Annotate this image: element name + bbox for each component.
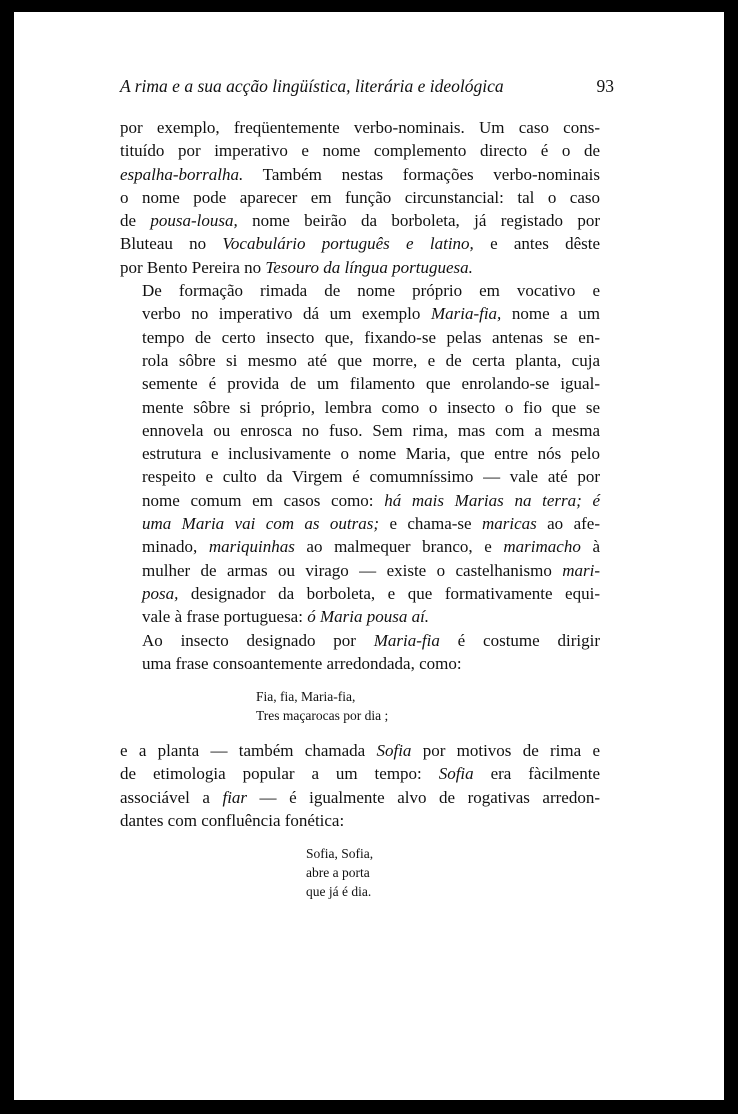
italic-term: uma Maria vai com as outras; <box>142 514 380 534</box>
text-run: o nome pode aparecer em função circunstancial: tal o caso <box>120 187 600 207</box>
verse-quote <box>120 844 600 901</box>
italic-term: pousa-lousa, <box>150 211 238 231</box>
text-run: e a planta — também chamada <box>120 741 377 761</box>
text-line <box>120 739 600 762</box>
paragraph <box>120 116 600 279</box>
verse-line: que já é dia. <box>306 884 372 900</box>
header-title: A rima e a sua acção lingüística, literária e ideológica <box>120 76 504 96</box>
paragraph <box>120 279 600 628</box>
italic-term: mari- <box>562 560 600 580</box>
text-run: uma frase consoantemente arredondada, como: <box>142 653 462 673</box>
italic-term: Vocabulário português e latino, <box>222 234 474 254</box>
text-line <box>120 535 600 558</box>
text-run: vale à frase portuguesa: <box>142 607 308 627</box>
text-line <box>120 442 600 465</box>
page-number: 93 <box>596 76 614 96</box>
verse-quote <box>120 687 600 725</box>
text-run: por exemplo, freqüentemente verbo-nominais. Um caso cons- <box>120 118 600 137</box>
text-line <box>120 209 600 232</box>
text-run: minado, <box>142 537 209 557</box>
text-run: nome beirão da borboleta, já registado por <box>237 211 601 231</box>
text-run: verbo no imperativo dá um exemplo <box>142 304 431 324</box>
text-run: Também nestas formações verbo-nominais <box>243 164 600 184</box>
text-line <box>120 163 600 186</box>
italic-term: Sofia <box>376 741 412 761</box>
text-run: por motivos de rima e <box>411 741 600 761</box>
text-run: Ao insecto designado por <box>142 630 374 650</box>
text-line <box>120 326 600 349</box>
text-line <box>120 419 600 442</box>
text-run: por Bento Pereira no <box>120 257 266 277</box>
text-line <box>120 559 600 582</box>
italic-term: ó Maria pousa aí. <box>307 607 430 627</box>
text-run: Bluteau no <box>120 234 223 254</box>
text-line <box>120 489 600 512</box>
text-run: tempo de certo insecto que, fixando-se pelas antenas se en- <box>142 327 600 347</box>
verse-line: Tres maçarocas por dia ; <box>256 708 389 724</box>
text-run: tituído por imperativo e nome complemento directo é o de <box>120 141 600 161</box>
text-run: dantes com confluência fonética: <box>120 811 345 831</box>
text-line <box>120 762 600 785</box>
text-line <box>120 186 600 209</box>
text-line <box>120 349 600 372</box>
text-run: era fàcilmente <box>473 764 600 784</box>
verse-line: Sofia, Sofia, <box>306 846 374 862</box>
text-run: — é igualmente alvo de rogativas arredon- <box>247 787 601 807</box>
text-line <box>120 279 600 302</box>
paragraph <box>120 739 600 832</box>
text-line <box>120 372 600 395</box>
italic-term: fiar <box>222 787 248 807</box>
book-page <box>14 12 724 1100</box>
text-run: ao afe- <box>536 514 600 534</box>
italic-term: Maria-fia, <box>430 304 502 324</box>
text-line <box>120 629 600 652</box>
text-line <box>120 256 600 279</box>
text-run: estrutura e inclusivamente o nome Maria, que entre nós pelo <box>142 444 600 464</box>
text-run: é costume dirigir <box>439 630 600 650</box>
text-line <box>120 786 600 809</box>
paragraph <box>120 629 600 676</box>
text-line <box>120 652 600 675</box>
text-line <box>120 809 600 832</box>
text-line <box>120 116 600 139</box>
text-run: designador da borboleta, e que formativamente equi- <box>178 583 600 603</box>
text-line <box>120 396 600 419</box>
verse-line: Fia, fia, Maria-fia, <box>256 689 356 705</box>
text-run: mulher de armas ou virago — existe o castelhanismo <box>142 560 563 580</box>
verse-line: abre a porta <box>306 865 370 881</box>
italic-term: Sofia <box>438 764 474 784</box>
italic-term: maricas <box>481 514 537 534</box>
italic-term: há mais Marias na terra; é <box>384 490 600 510</box>
text-run: e chama-se <box>379 514 482 534</box>
text-line <box>120 582 600 605</box>
text-run: ao malmequer branco, e <box>294 537 504 557</box>
text-run: nome a um <box>501 304 600 324</box>
italic-term: posa, <box>142 583 179 603</box>
text-line <box>120 465 600 488</box>
italic-term: Tesouro da língua portuguesa. <box>265 257 473 277</box>
page-body <box>120 116 600 915</box>
text-line <box>120 139 600 162</box>
text-run: associável a <box>120 787 223 807</box>
italic-term: marimacho <box>503 537 581 557</box>
text-run: de <box>120 211 151 231</box>
text-run: de etimologia popular a um tempo: <box>120 764 439 784</box>
text-run: à <box>580 537 601 557</box>
text-run: semente é provida de um filamento que enrolando-se igual- <box>142 374 600 394</box>
italic-term: espalha-borralha. <box>120 164 244 184</box>
text-run: e antes dêste <box>473 234 600 254</box>
italic-term: Maria-fia <box>373 630 440 650</box>
text-run: respeito e culto da Virgem é comumníssimo — vale até por <box>142 467 600 487</box>
text-run: rola sôbre si mesmo até que morre, e de certa planta, cuja <box>142 350 600 370</box>
text-run: ennovela ou enrosca no fuso. Sem rima, mas com a mesma <box>142 420 600 440</box>
text-line <box>120 605 600 628</box>
text-line <box>120 512 600 535</box>
text-line <box>120 232 600 255</box>
text-run: De formação rimada de nome próprio em vocativo e <box>142 281 600 301</box>
text-run: nome comum em casos como: <box>142 490 385 510</box>
text-run: mente sôbre si próprio, lembra como o insecto o fio que se <box>142 397 600 417</box>
text-line <box>120 302 600 325</box>
italic-term: mariquinhas <box>208 537 295 557</box>
running-header <box>120 76 614 97</box>
